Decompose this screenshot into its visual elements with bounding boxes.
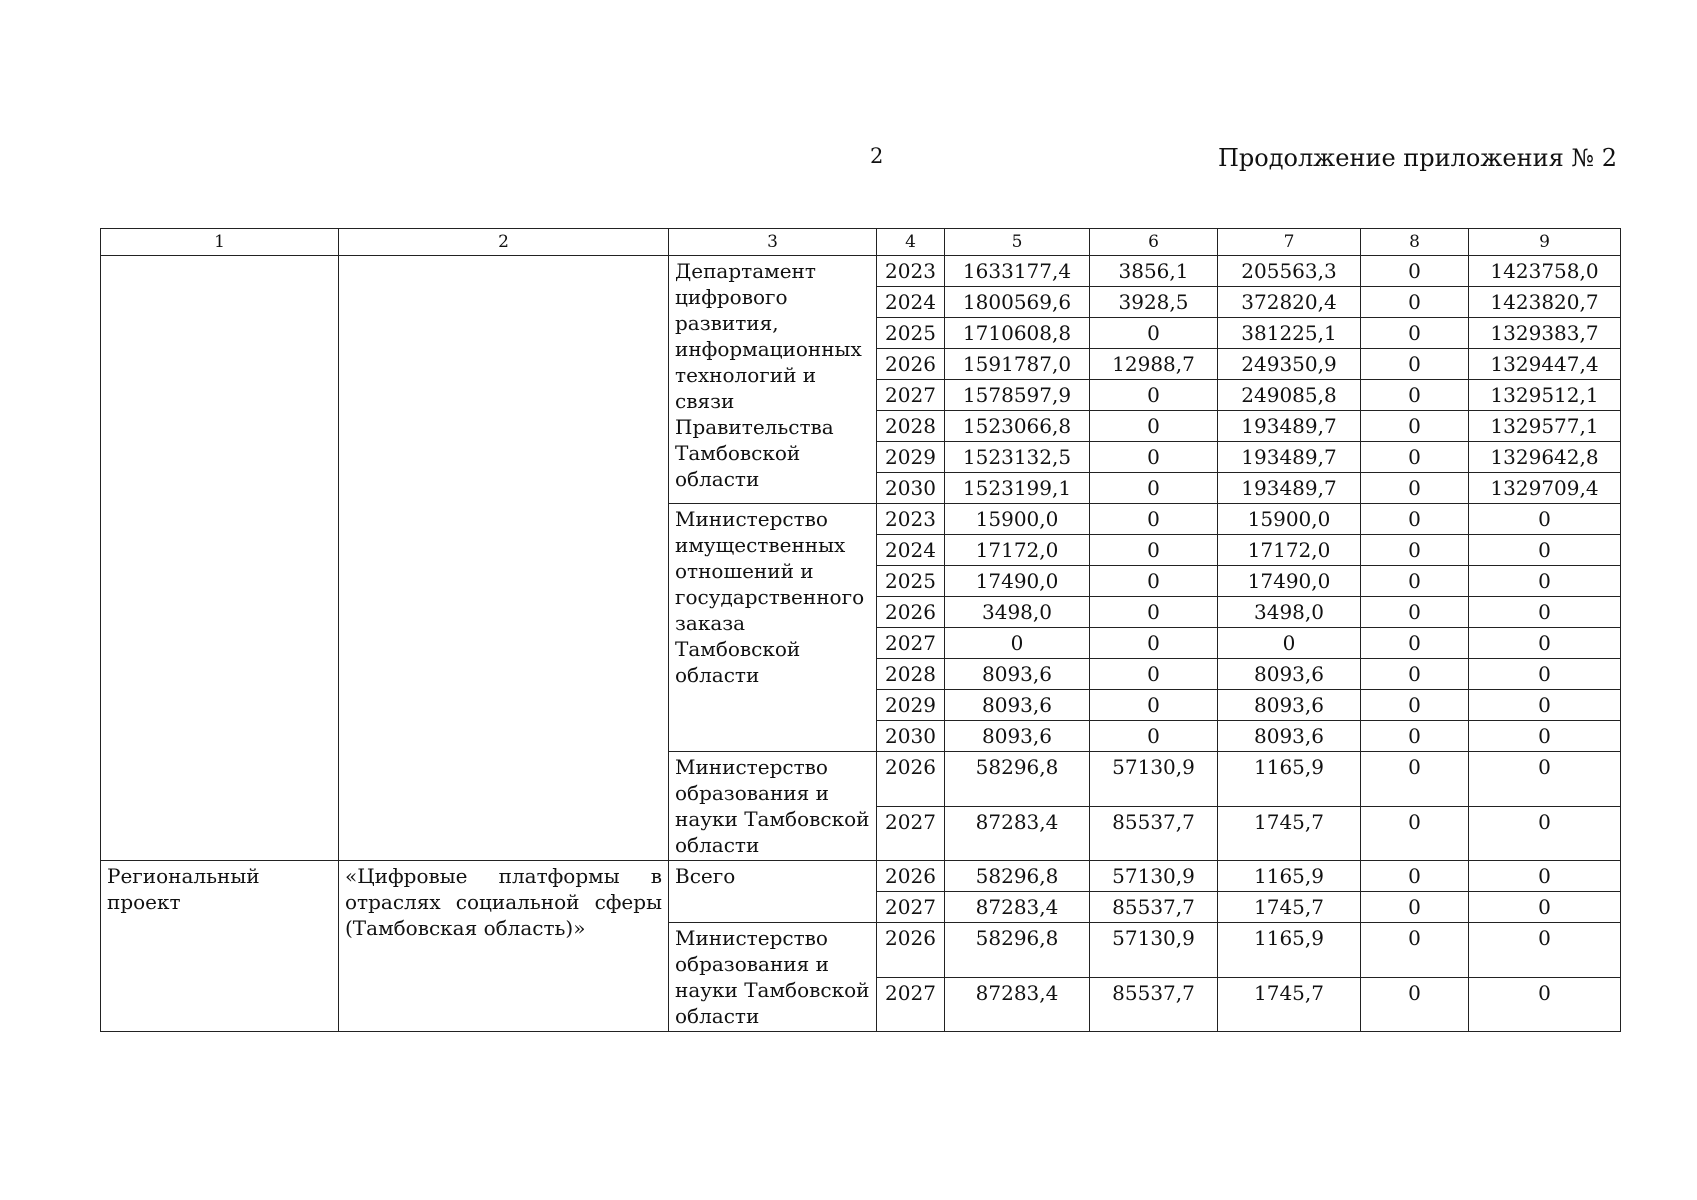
amount-cell: 0 xyxy=(1469,977,1621,1032)
amount-cell: 57130,9 xyxy=(1090,923,1218,978)
amount-cell: 0 xyxy=(1361,690,1469,721)
amount-cell: 0 xyxy=(1361,442,1469,473)
amount-cell: 0 xyxy=(1361,923,1469,978)
amount-cell: 0 xyxy=(1090,721,1218,752)
year-cell: 2029 xyxy=(877,442,945,473)
amount-cell: 0 xyxy=(1361,861,1469,892)
amount-cell: 0 xyxy=(1361,752,1469,807)
amount-cell: 87283,4 xyxy=(945,806,1090,861)
amount-cell: 0 xyxy=(1469,504,1621,535)
amount-cell: 3928,5 xyxy=(1090,287,1218,318)
amount-cell: 0 xyxy=(1361,806,1469,861)
amount-cell: 17172,0 xyxy=(945,535,1090,566)
budget-table xyxy=(100,228,1621,1032)
year-cell: 2027 xyxy=(877,628,945,659)
page-number: 2 xyxy=(870,144,884,168)
column-number: 8 xyxy=(1361,229,1469,256)
amount-cell: 0 xyxy=(1090,659,1218,690)
year-cell: 2027 xyxy=(877,380,945,411)
amount-cell: 0 xyxy=(1469,690,1621,721)
amount-cell: 249350,9 xyxy=(1218,349,1361,380)
year-cell: 2028 xyxy=(877,411,945,442)
amount-cell: 0 xyxy=(1469,721,1621,752)
year-cell: 2026 xyxy=(877,861,945,892)
amount-cell: 193489,7 xyxy=(1218,473,1361,504)
column-number: 9 xyxy=(1469,229,1621,256)
year-cell: 2025 xyxy=(877,566,945,597)
amount-cell: 1329383,7 xyxy=(1469,318,1621,349)
amount-cell: 0 xyxy=(1090,597,1218,628)
amount-cell: 0 xyxy=(1361,535,1469,566)
column-number: 2 xyxy=(339,229,669,256)
amount-cell: 0 xyxy=(1361,380,1469,411)
amount-cell: 0 xyxy=(1361,504,1469,535)
amount-cell: 85537,7 xyxy=(1090,977,1218,1032)
executor-cell: Министерство образования и науки Тамбовской области xyxy=(669,923,877,1032)
amount-cell: 0 xyxy=(1090,380,1218,411)
amount-cell: 58296,8 xyxy=(945,752,1090,807)
amount-cell: 372820,4 xyxy=(1218,287,1361,318)
year-cell: 2027 xyxy=(877,806,945,861)
amount-cell: 0 xyxy=(1361,287,1469,318)
executor-cell: Министерство имущественных отношений и государственного заказа Тамбовской области xyxy=(669,504,877,752)
year-cell: 2030 xyxy=(877,721,945,752)
amount-cell: 15900,0 xyxy=(945,504,1090,535)
amount-cell: 1423820,7 xyxy=(1469,287,1621,318)
amount-cell: 3498,0 xyxy=(1218,597,1361,628)
amount-cell: 0 xyxy=(1361,349,1469,380)
year-cell: 2027 xyxy=(877,892,945,923)
year-cell: 2026 xyxy=(877,597,945,628)
amount-cell: 0 xyxy=(1090,690,1218,721)
year-cell: 2026 xyxy=(877,752,945,807)
year-cell: 2024 xyxy=(877,287,945,318)
amount-cell: 193489,7 xyxy=(1218,442,1361,473)
year-cell: 2023 xyxy=(877,504,945,535)
amount-cell: 17490,0 xyxy=(945,566,1090,597)
amount-cell: 8093,6 xyxy=(945,659,1090,690)
year-cell: 2023 xyxy=(877,256,945,287)
amount-cell: 57130,9 xyxy=(1090,861,1218,892)
column-number: 6 xyxy=(1090,229,1218,256)
amount-cell: 87283,4 xyxy=(945,892,1090,923)
amount-cell: 0 xyxy=(1469,923,1621,978)
amount-cell: 1165,9 xyxy=(1218,752,1361,807)
appendix-continuation-title: Продолжение приложения № 2 xyxy=(1217,144,1617,172)
year-cell: 2029 xyxy=(877,690,945,721)
amount-cell: 1329709,4 xyxy=(1469,473,1621,504)
year-cell: 2026 xyxy=(877,923,945,978)
amount-cell: 87283,4 xyxy=(945,977,1090,1032)
amount-cell: 0 xyxy=(1469,806,1621,861)
amount-cell: 0 xyxy=(1469,892,1621,923)
amount-cell: 15900,0 xyxy=(1218,504,1361,535)
amount-cell: 17172,0 xyxy=(1218,535,1361,566)
year-cell: 2030 xyxy=(877,473,945,504)
amount-cell: 1800569,6 xyxy=(945,287,1090,318)
amount-cell: 1745,7 xyxy=(1218,806,1361,861)
amount-cell: 1329577,1 xyxy=(1469,411,1621,442)
amount-cell: 1523066,8 xyxy=(945,411,1090,442)
amount-cell: 8093,6 xyxy=(1218,659,1361,690)
column-number-row xyxy=(101,229,1621,256)
amount-cell: 0 xyxy=(1469,861,1621,892)
amount-cell: 1745,7 xyxy=(1218,977,1361,1032)
column-number: 5 xyxy=(945,229,1090,256)
amount-cell: 3856,1 xyxy=(1090,256,1218,287)
project-title-cell: «Цифровые платформы в отраслях социальной сферы (Тамбовская область)» xyxy=(339,861,669,1032)
amount-cell: 0 xyxy=(1090,318,1218,349)
amount-cell: 85537,7 xyxy=(1090,806,1218,861)
amount-cell: 57130,9 xyxy=(1090,752,1218,807)
amount-cell: 0 xyxy=(1361,473,1469,504)
amount-cell: 193489,7 xyxy=(1218,411,1361,442)
amount-cell: 0 xyxy=(1469,752,1621,807)
amount-cell: 0 xyxy=(1361,318,1469,349)
amount-cell: 1710608,8 xyxy=(945,318,1090,349)
amount-cell: 1578597,9 xyxy=(945,380,1090,411)
amount-cell: 0 xyxy=(945,628,1090,659)
amount-cell: 12988,7 xyxy=(1090,349,1218,380)
empty-title-cell xyxy=(339,256,669,861)
amount-cell: 0 xyxy=(1218,628,1361,659)
executor-cell: Департамент цифрового развития, информационных технологий и связи Правительства Тамбовской области xyxy=(669,256,877,504)
project-type-cell: Региональный проект xyxy=(101,861,339,1032)
amount-cell: 0 xyxy=(1469,628,1621,659)
amount-cell: 0 xyxy=(1090,566,1218,597)
table-row xyxy=(101,256,1621,287)
amount-cell: 1423758,0 xyxy=(1469,256,1621,287)
year-cell: 2028 xyxy=(877,659,945,690)
amount-cell: 3498,0 xyxy=(945,597,1090,628)
amount-cell: 0 xyxy=(1361,628,1469,659)
amount-cell: 8093,6 xyxy=(945,721,1090,752)
column-number: 7 xyxy=(1218,229,1361,256)
amount-cell: 1329512,1 xyxy=(1469,380,1621,411)
amount-cell: 8093,6 xyxy=(945,690,1090,721)
year-cell: 2025 xyxy=(877,318,945,349)
amount-cell: 8093,6 xyxy=(1218,721,1361,752)
amount-cell: 249085,8 xyxy=(1218,380,1361,411)
amount-cell: 0 xyxy=(1090,442,1218,473)
executor-cell: Министерство образования и науки Тамбовской области xyxy=(669,752,877,861)
column-number: 4 xyxy=(877,229,945,256)
section-regional-project xyxy=(101,861,1621,1032)
amount-cell: 0 xyxy=(1361,597,1469,628)
year-cell: 2027 xyxy=(877,977,945,1032)
amount-cell: 0 xyxy=(1469,659,1621,690)
year-cell: 2024 xyxy=(877,535,945,566)
column-number: 3 xyxy=(669,229,877,256)
amount-cell: 0 xyxy=(1090,628,1218,659)
amount-cell: 1165,9 xyxy=(1218,861,1361,892)
empty-type-cell xyxy=(101,256,339,861)
amount-cell: 1523199,1 xyxy=(945,473,1090,504)
section-continuation xyxy=(101,256,1621,861)
amount-cell: 0 xyxy=(1090,504,1218,535)
amount-cell: 0 xyxy=(1361,256,1469,287)
amount-cell: 0 xyxy=(1090,535,1218,566)
amount-cell: 17490,0 xyxy=(1218,566,1361,597)
column-number: 1 xyxy=(101,229,339,256)
amount-cell: 0 xyxy=(1361,411,1469,442)
amount-cell: 381225,1 xyxy=(1218,318,1361,349)
amount-cell: 1329642,8 xyxy=(1469,442,1621,473)
amount-cell: 0 xyxy=(1469,597,1621,628)
amount-cell: 0 xyxy=(1361,659,1469,690)
year-cell: 2026 xyxy=(877,349,945,380)
amount-cell: 1745,7 xyxy=(1218,892,1361,923)
amount-cell: 1633177,4 xyxy=(945,256,1090,287)
amount-cell: 0 xyxy=(1090,411,1218,442)
amount-cell: 0 xyxy=(1361,721,1469,752)
amount-cell: 1165,9 xyxy=(1218,923,1361,978)
amount-cell: 58296,8 xyxy=(945,861,1090,892)
table-row xyxy=(101,861,1621,892)
amount-cell: 0 xyxy=(1469,566,1621,597)
amount-cell: 85537,7 xyxy=(1090,892,1218,923)
amount-cell: 0 xyxy=(1361,566,1469,597)
amount-cell: 205563,3 xyxy=(1218,256,1361,287)
amount-cell: 8093,6 xyxy=(1218,690,1361,721)
amount-cell: 1329447,4 xyxy=(1469,349,1621,380)
amount-cell: 0 xyxy=(1469,535,1621,566)
amount-cell: 0 xyxy=(1361,977,1469,1032)
amount-cell: 58296,8 xyxy=(945,923,1090,978)
amount-cell: 0 xyxy=(1361,892,1469,923)
amount-cell: 0 xyxy=(1090,473,1218,504)
amount-cell: 1523132,5 xyxy=(945,442,1090,473)
amount-cell: 1591787,0 xyxy=(945,349,1090,380)
executor-cell: Всего xyxy=(669,861,877,923)
